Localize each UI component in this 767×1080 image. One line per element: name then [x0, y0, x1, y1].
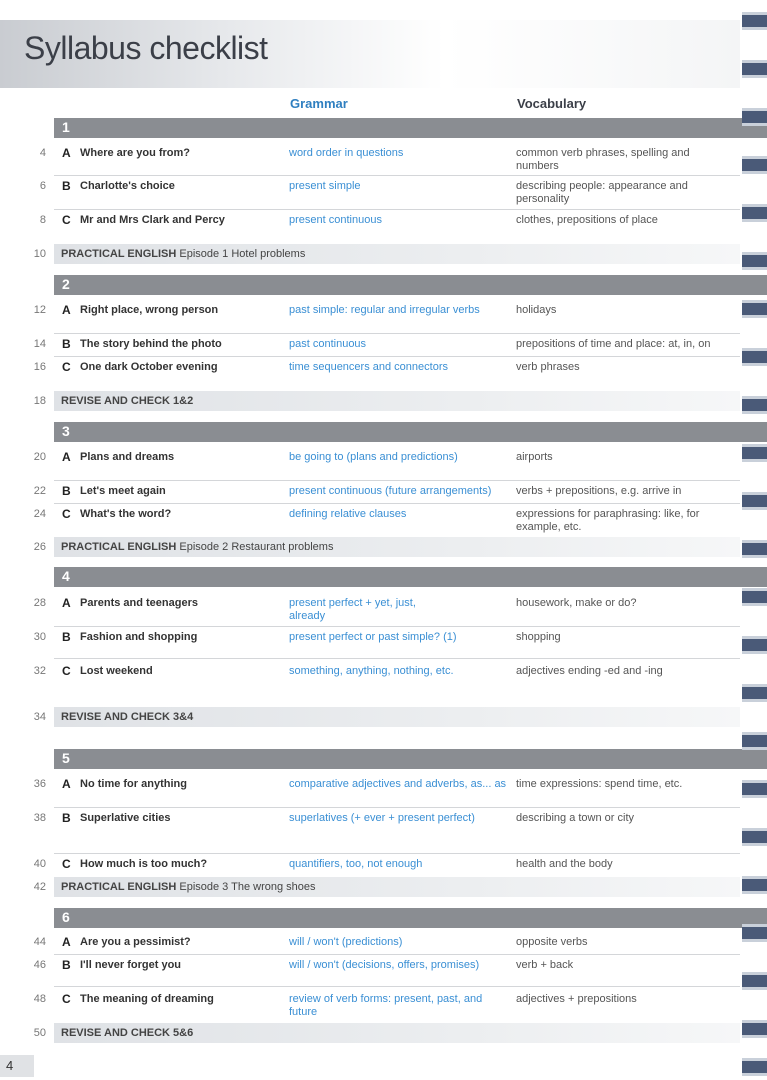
lesson-title: Mr and Mrs Clark and Percy [80, 214, 225, 226]
lesson-grammar: word order in questions [289, 147, 404, 159]
unit-bar [54, 567, 767, 587]
revise-check-strip [54, 391, 740, 411]
unit-number: 3 [62, 423, 70, 439]
lesson-letter: A [62, 146, 71, 160]
binder-tab [742, 972, 767, 990]
row-divider [54, 986, 740, 987]
lesson-title: Where are you from? [80, 147, 191, 159]
lesson-title: Parents and teenagers [80, 597, 198, 609]
unit-bar [54, 422, 767, 442]
lesson-page: 28 [33, 597, 46, 609]
lesson-page: 24 [33, 508, 46, 520]
lesson-grammar: present perfect + yet, just, already [289, 597, 416, 622]
lesson-vocabulary: verbs + prepositions, e.g. arrive in [516, 485, 682, 497]
binder-tab [742, 828, 767, 846]
binder-tab [742, 492, 767, 510]
lesson-vocabulary: expressions for paraphrasing: like, for example, etc. [516, 508, 700, 533]
lesson-grammar: comparative adjectives and adverbs, as... as [289, 778, 507, 790]
lesson-page: 14 [33, 338, 46, 350]
lesson-letter: B [62, 484, 71, 498]
practical-english-strip [54, 877, 740, 897]
strip-page: 42 [33, 881, 46, 893]
revise-check-strip [54, 1023, 740, 1043]
lesson-vocabulary: housework, make or do? [516, 597, 637, 609]
binder-tab [742, 60, 767, 78]
strip-label: PRACTICAL ENGLISH [61, 881, 177, 893]
row-divider [54, 480, 740, 481]
binder-tab [742, 876, 767, 894]
lesson-grammar: quantifiers, too, not enough [289, 858, 423, 870]
binder-tab [742, 396, 767, 414]
lesson-page: 20 [33, 451, 46, 463]
lesson-page: 22 [33, 485, 46, 497]
row-divider [54, 175, 740, 176]
lesson-vocabulary: describing people: appearance and personality [516, 180, 688, 205]
strip-label: PRACTICAL ENGLISH [61, 248, 177, 260]
binder-tab [742, 780, 767, 798]
strip-label: REVISE AND CHECK 5&6 [61, 1027, 194, 1039]
unit-bar [54, 908, 767, 928]
strip-page: 18 [33, 395, 46, 407]
lesson-vocabulary: adjectives ending -ed and -ing [516, 665, 663, 677]
lesson-grammar: past simple: regular and irregular verbs [289, 304, 480, 316]
lesson-grammar: something, anything, nothing, etc. [289, 665, 454, 677]
lesson-title: I'll never forget you [80, 959, 182, 971]
lesson-page: 40 [33, 858, 46, 870]
strip-page: 34 [33, 711, 46, 723]
lesson-vocabulary: clothes, prepositions of place [516, 214, 658, 226]
practical-english-strip [54, 537, 740, 557]
lesson-title: Plans and dreams [80, 451, 175, 463]
lesson-grammar: review of verb forms: present, past, and future [289, 993, 483, 1018]
lesson-letter: C [62, 507, 71, 521]
binder-tab [742, 108, 767, 126]
lesson-letter: A [62, 935, 71, 949]
binder-tab [742, 1058, 767, 1076]
lesson-grammar: present continuous (future arrangements) [289, 485, 492, 497]
lesson-vocabulary: describing a town or city [516, 812, 634, 824]
binder-tab [742, 156, 767, 174]
lesson-grammar: be going to (plans and predictions) [289, 451, 458, 463]
vocabulary-column-header: Vocabulary [517, 96, 587, 111]
unit-number: 5 [62, 750, 70, 766]
grammar-column-header: Grammar [290, 96, 348, 111]
unit-bar [54, 118, 767, 138]
binder-tab [742, 204, 767, 222]
lesson-title: Charlotte's choice [80, 180, 175, 192]
lesson-grammar: superlatives (+ ever + present perfect) [289, 812, 475, 824]
lesson-page: 4 [39, 147, 46, 159]
strip-label: PRACTICAL ENGLISH [61, 541, 177, 553]
lesson-vocabulary: common verb phrases, spelling and numbers [516, 147, 690, 172]
unit-number: 4 [62, 568, 70, 584]
row-divider [54, 209, 740, 210]
lesson-page: 46 [33, 959, 46, 971]
lesson-page: 8 [39, 214, 46, 226]
lesson-title: Superlative cities [80, 812, 171, 824]
lesson-page: 48 [33, 993, 46, 1005]
binder-tab [742, 636, 767, 654]
lesson-vocabulary: holidays [516, 304, 557, 316]
lesson-grammar: present continuous [289, 214, 382, 226]
page-number: 4 [0, 1055, 34, 1077]
binder-tab [742, 732, 767, 750]
row-divider [54, 853, 740, 854]
strip-episode: Episode 3 The wrong shoes [179, 881, 316, 893]
lesson-title: Let's meet again [80, 485, 166, 497]
page-title: Syllabus checklist [24, 30, 268, 66]
lesson-title: Right place, wrong person [80, 304, 219, 316]
row-divider [54, 807, 740, 808]
binder-tab [742, 924, 767, 942]
lesson-title: The story behind the photo [80, 338, 222, 350]
binder-tab [742, 540, 767, 558]
lesson-letter: A [62, 450, 71, 464]
unit-number: 2 [62, 276, 70, 292]
lesson-grammar: will / won't (decisions, offers, promises) [289, 959, 480, 971]
lesson-letter: B [62, 811, 71, 825]
strip-page: 50 [33, 1027, 46, 1039]
lesson-page: 38 [33, 812, 46, 824]
lesson-vocabulary: verb phrases [516, 361, 580, 373]
lesson-page: 6 [39, 180, 46, 192]
row-divider [54, 954, 740, 955]
lesson-page: 30 [33, 631, 46, 643]
lesson-title: How much is too much? [80, 858, 208, 870]
unit-number: 6 [62, 909, 70, 925]
unit-number: 1 [62, 119, 70, 135]
binder-tab [742, 300, 767, 318]
row-divider [54, 658, 740, 659]
lesson-letter: C [62, 992, 71, 1006]
lesson-title: Are you a pessimist? [80, 936, 191, 948]
row-divider [54, 503, 740, 504]
lesson-grammar: present perfect or past simple? (1) [289, 631, 457, 643]
lesson-vocabulary: health and the body [516, 858, 613, 870]
unit-bar [54, 275, 767, 295]
lesson-grammar: present simple [289, 180, 361, 192]
lesson-letter: B [62, 337, 71, 351]
row-divider [54, 333, 740, 334]
lesson-letter: A [62, 596, 71, 610]
lesson-title: No time for anything [80, 778, 187, 790]
lesson-vocabulary: shopping [516, 631, 561, 643]
row-divider [54, 356, 740, 357]
strip-page: 10 [33, 248, 46, 260]
lesson-grammar: time sequencers and connectors [289, 361, 448, 373]
lesson-letter: C [62, 360, 71, 374]
binder-tab [742, 252, 767, 270]
lesson-letter: C [62, 664, 71, 678]
binder-tab [742, 348, 767, 366]
binder-tab [742, 684, 767, 702]
lesson-vocabulary: verb + back [516, 959, 574, 971]
lesson-vocabulary: adjectives + prepositions [516, 993, 637, 1005]
lesson-vocabulary: opposite verbs [516, 936, 588, 948]
lesson-vocabulary: airports [516, 451, 553, 463]
lesson-page: 44 [33, 936, 46, 948]
unit-bar [54, 749, 767, 769]
lesson-page: 36 [33, 778, 46, 790]
lesson-vocabulary: prepositions of time and place: at, in, on [516, 338, 711, 350]
lesson-title: The meaning of dreaming [80, 993, 214, 1005]
lesson-grammar: past continuous [289, 338, 367, 350]
lesson-letter: B [62, 630, 71, 644]
lesson-grammar: defining relative clauses [289, 508, 407, 520]
lesson-letter: C [62, 857, 71, 871]
binder-tab [742, 588, 767, 606]
lesson-page: 12 [33, 304, 46, 316]
row-divider [54, 626, 740, 627]
strip-page: 26 [33, 541, 46, 553]
lesson-page: 32 [33, 665, 46, 677]
strip-label: REVISE AND CHECK 1&2 [61, 395, 194, 407]
lesson-grammar: will / won't (predictions) [289, 936, 403, 948]
strip-label: REVISE AND CHECK 3&4 [61, 711, 194, 723]
lesson-vocabulary: time expressions: spend time, etc. [516, 778, 683, 790]
practical-english-strip [54, 244, 740, 264]
revise-check-strip [54, 707, 740, 727]
lesson-page: 16 [33, 361, 46, 373]
lesson-letter: A [62, 303, 71, 317]
binder-tab [742, 444, 767, 462]
lesson-title: What's the word? [80, 508, 172, 520]
strip-episode: Episode 2 Restaurant problems [179, 541, 334, 553]
binder-tab [742, 1020, 767, 1038]
strip-episode: Episode 1 Hotel problems [179, 248, 306, 260]
lesson-title: Fashion and shopping [80, 631, 198, 643]
lesson-letter: A [62, 777, 71, 791]
lesson-letter: B [62, 179, 71, 193]
binder-tab [742, 12, 767, 30]
lesson-title: Lost weekend [80, 665, 153, 677]
lesson-title: One dark October evening [80, 361, 218, 373]
lesson-letter: C [62, 213, 71, 227]
lesson-letter: B [62, 958, 71, 972]
